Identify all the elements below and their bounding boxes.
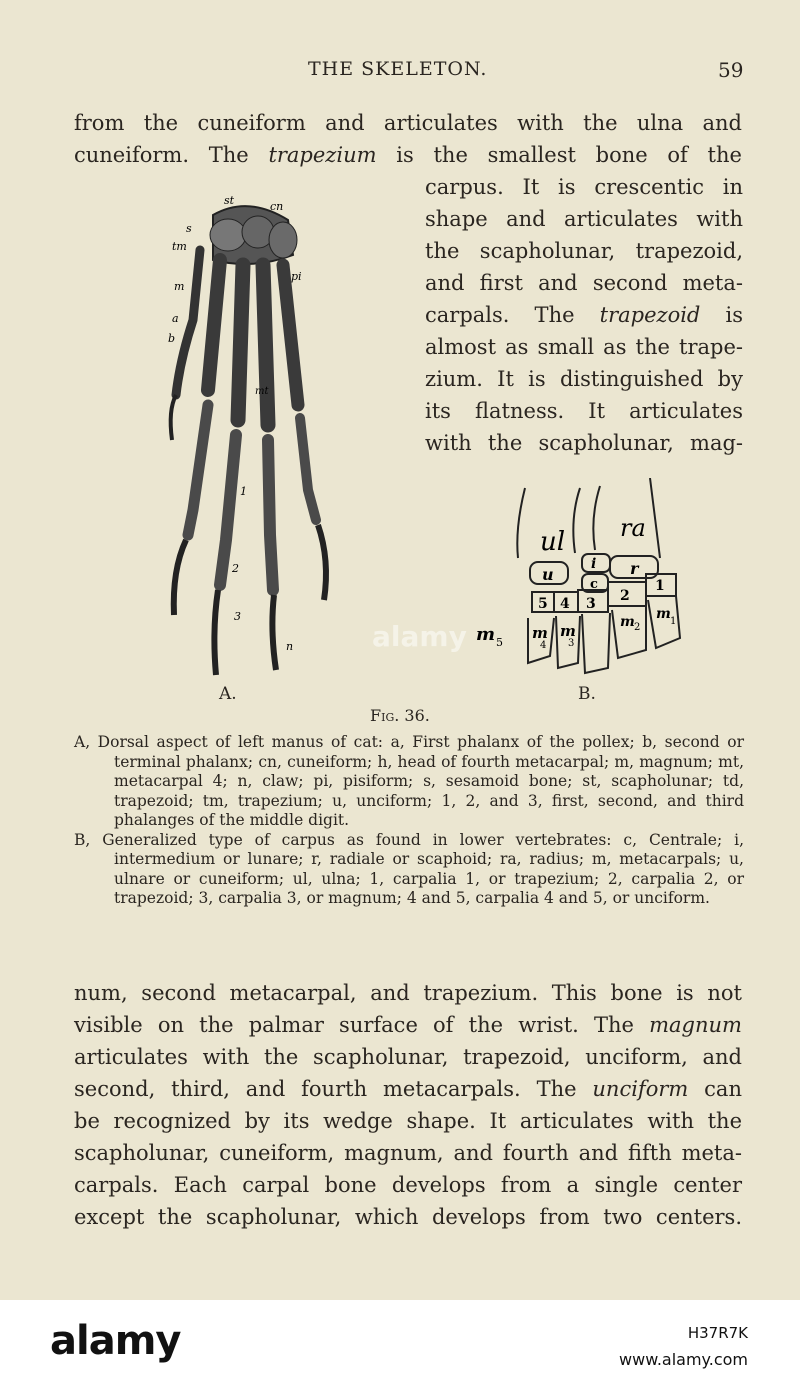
stock-footer <box>0 1300 800 1390</box>
label-m5: m <box>476 624 496 645</box>
label-2: 2 <box>232 562 239 575</box>
label-s: s <box>186 222 192 235</box>
running-head: THE SKELETON. <box>308 58 488 80</box>
text-line: with the scapholunar, mag- <box>425 431 743 455</box>
label-ul: ul <box>540 527 566 557</box>
text-line: from the cuneiform and articulates with the ulna and <box>74 111 742 135</box>
label-pi: pi <box>291 270 302 283</box>
label-2: 2 <box>620 588 630 604</box>
text-line: visible on the palmar surface of the wrist. The magnum <box>74 1013 742 1037</box>
label-m1-sub: 1 <box>670 616 677 627</box>
text-line: the scapholunar, trapezoid, <box>425 239 743 263</box>
term-magnum: magnum <box>649 1013 742 1037</box>
text-line: articulates with the scapholunar, trapezoid, unciform, and <box>74 1045 742 1069</box>
term-trapezoid: trapezoid <box>599 303 701 327</box>
label-m5-sub: 5 <box>496 636 503 649</box>
label-i: i <box>591 556 597 572</box>
page-header <box>0 58 800 84</box>
label-3: 3 <box>586 596 596 612</box>
text-line: almost as small as the trape- <box>425 335 743 359</box>
term-unciform: unciform <box>592 1077 689 1101</box>
label-m: m <box>174 280 185 293</box>
text-line: zium. It is distinguished by <box>425 367 743 391</box>
label-m1: m <box>656 606 671 622</box>
label-4: 4 <box>560 596 570 612</box>
text-line: and first and second meta- <box>425 271 743 295</box>
label-r: r <box>630 559 639 578</box>
label-ra: ra <box>620 514 646 542</box>
label-m2: m <box>620 614 635 630</box>
text-line: num, second metacarpal, and trapezium. This bone is not <box>74 981 742 1005</box>
text-line: carpals. The trapezoid is <box>425 303 743 327</box>
text-line: carpus. It is crescentic in <box>425 175 743 199</box>
label-tm: tm <box>172 240 187 253</box>
text-line: cuneiform. The trapezium is the smallest bone of the <box>74 143 742 167</box>
term-trapezium: trapezium <box>268 143 377 167</box>
text-line: except the scapholunar, which develops from two centers. <box>74 1205 742 1229</box>
legend-a: A, Dorsal aspect of left manus of cat: a, First phalanx of the pollex; b, second or terminal phalanx; cn, cuneiform; h, head of fourth metacarpal; m, magnum; mt, metacarpal 4; n, claw; pi, pisiform; s, sesamoid bone; st, scapholunar; td, trapezoid; tm, trapezium; u, unciform; 1, 2, and 3, first, second, and third phalanges of the middle digit. <box>74 733 744 829</box>
label-m2-sub: 2 <box>634 622 641 633</box>
image-id: H37R7K <box>687 1324 748 1342</box>
label-cn: cn <box>270 200 284 213</box>
label-m4-sub: 4 <box>540 640 547 651</box>
figure-a-cat-manus <box>158 190 338 680</box>
figure-b-carpus-diagram <box>470 478 700 678</box>
label-c: c <box>590 577 598 592</box>
text-line: carpals. Each carpal bone develops from a single center <box>74 1173 742 1197</box>
figure-caption: Fig. 36. <box>370 706 430 725</box>
text-line: its flatness. It articulates <box>425 399 743 423</box>
text-line: second, third, and fourth metacarpals. The unciform can <box>74 1077 742 1101</box>
page-number: 59 <box>718 58 744 82</box>
label-m3: m <box>560 622 576 640</box>
figure-legend <box>74 733 744 909</box>
label-a: a <box>172 312 179 325</box>
panel-a-label: A. <box>219 684 237 704</box>
text-line: scapholunar, cuneiform, magnum, and fourth and fifth meta- <box>74 1141 742 1165</box>
site-url[interactable]: www.alamy.com <box>619 1350 748 1369</box>
label-m4: m <box>532 624 548 642</box>
label-m3-sub: 3 <box>568 638 575 649</box>
text-line: be recognized by its wedge shape. It articulates with the <box>74 1109 742 1133</box>
alamy-logo: alamy <box>50 1318 181 1364</box>
legend-b: B, Generalized type of carpus as found in lower vertebrates: c, Centrale; i, intermedium or lunare; r, radiale or scaphoid; ra, radius; m, metacarpals; u, ulnare or cuneiform; ul, ulna; 1, carpalia 1, or trapezium; 2, carpalia 2, or trapezoid; 3, carpalia 3, or magnum; 4 and 5, carpalia 4 and 5, or unciform. <box>74 830 744 907</box>
label-1: 1 <box>655 578 665 594</box>
label-3: 3 <box>234 610 241 623</box>
text-line: shape and articulates with <box>425 207 743 231</box>
label-n: n <box>286 640 294 653</box>
label-st: st <box>224 194 235 207</box>
label-mt: mt <box>255 386 269 397</box>
label-b: b <box>168 332 176 345</box>
watermark-overlay: alamy <box>372 620 467 653</box>
label-5: 5 <box>538 596 548 612</box>
panel-b-label: B. <box>578 684 596 704</box>
label-1: 1 <box>240 485 247 498</box>
label-u: u <box>542 565 554 584</box>
